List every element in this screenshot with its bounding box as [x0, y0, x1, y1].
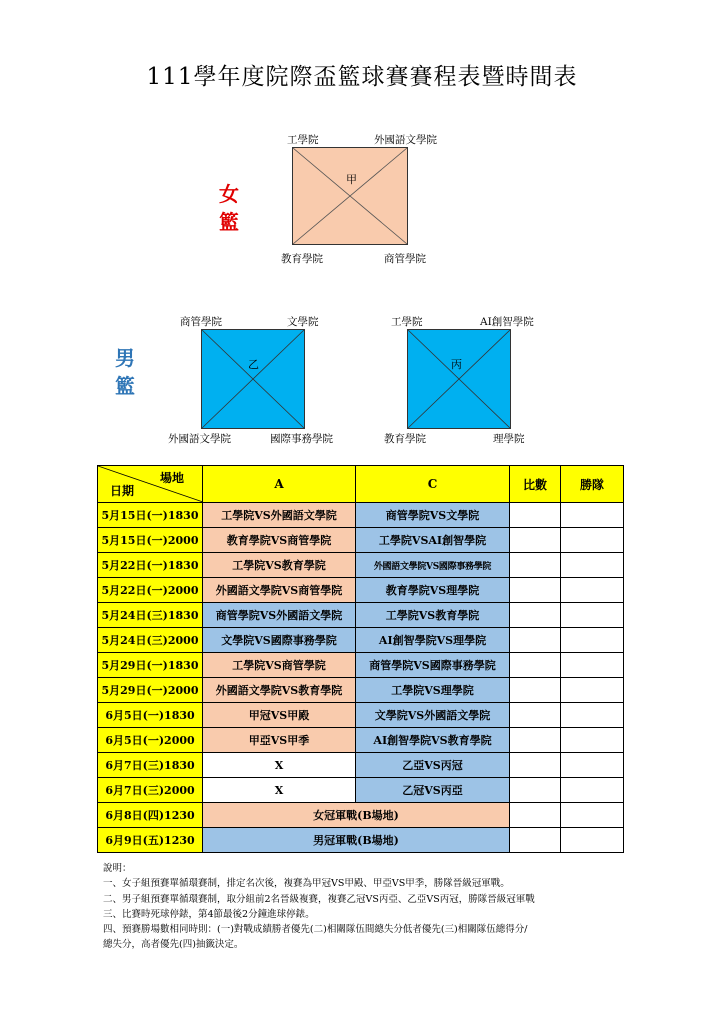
notes-line-4: 四、預賽勝場數相同時則：(一)對戰成績勝者優先(二)相關隊伍間總失分低者優先(三)相關隊伍總得分/ — [103, 924, 528, 936]
row-score[interactable] — [510, 728, 561, 753]
table-row — [98, 703, 624, 728]
final-row-men — [98, 828, 624, 853]
page-title: 111學年度院際盃籃球賽賽程表暨時間表 — [146, 64, 578, 90]
row-score[interactable] — [510, 603, 561, 628]
row-date: 5月24日(三)2000 — [98, 628, 203, 653]
group-c-bottom-left: 教育學院 — [384, 433, 426, 445]
row-score[interactable] — [510, 828, 561, 853]
men-label-char-2: 籃 — [115, 374, 135, 398]
row-winner[interactable] — [561, 778, 624, 803]
row-winner[interactable] — [561, 803, 624, 828]
row-court-c: 工學院VS理學院 — [356, 678, 510, 703]
table-row — [98, 503, 624, 528]
row-date: 5月29日(一)2000 — [98, 678, 203, 703]
row-court-c: 商管學院VS文學院 — [356, 503, 510, 528]
notes-line-3: 三、比賽時死球停錶，第4節最後2分鐘進球停錶。 — [103, 908, 315, 920]
header-col-a: A — [203, 466, 356, 503]
row-court-a: 商管學院VS外國語文學院 — [203, 603, 356, 628]
group-a-diagonals — [293, 148, 407, 244]
row-court-c: AI創智學院VS理學院 — [356, 628, 510, 653]
row-score[interactable] — [510, 678, 561, 703]
final-label: 女冠軍戰(B場地) — [203, 803, 510, 828]
row-court-c: 外國語文學院VS國際事務學院 — [356, 553, 510, 578]
group-b-bottom-left: 外國語文學院 — [168, 433, 231, 445]
table-header-row — [98, 466, 624, 503]
row-score[interactable] — [510, 528, 561, 553]
group-c-bottom-right: 理學院 — [493, 433, 525, 445]
row-score[interactable] — [510, 553, 561, 578]
group-b-name: 乙 — [248, 358, 259, 371]
women-label — [217, 180, 241, 236]
row-date: 5月24日(三)1830 — [98, 603, 203, 628]
table-row — [98, 728, 624, 753]
group-a-top-right: 外國語文學院 — [374, 134, 437, 146]
row-winner[interactable] — [561, 653, 624, 678]
group-a-box — [292, 147, 408, 245]
header-col-c: C — [356, 466, 510, 503]
table-row — [98, 578, 624, 603]
notes — [103, 861, 535, 953]
row-score[interactable] — [510, 778, 561, 803]
group-c-diagonals — [408, 330, 510, 428]
row-date: 5月15日(一)1830 — [98, 503, 203, 528]
row-score[interactable] — [510, 803, 561, 828]
group-b-diagonals — [202, 330, 304, 428]
row-date: 5月15日(一)2000 — [98, 528, 203, 553]
row-court-a: 教育學院VS商管學院 — [203, 528, 356, 553]
row-score[interactable] — [510, 703, 561, 728]
row-date: 6月9日(五)1230 — [98, 828, 203, 853]
row-score[interactable] — [510, 578, 561, 603]
row-court-c: 工學院VSAI創智學院 — [356, 528, 510, 553]
group-a-bottom-right: 商管學院 — [384, 253, 426, 265]
row-court-c: 教育學院VS理學院 — [356, 578, 510, 603]
row-date: 5月29日(一)1830 — [98, 653, 203, 678]
row-court-a: 甲冠VS甲殿 — [203, 703, 356, 728]
group-a-top-left: 工學院 — [287, 134, 319, 146]
row-court-a: 外國語文學院VS教育學院 — [203, 678, 356, 703]
row-court-a: 甲亞VS甲季 — [203, 728, 356, 753]
row-court-a: 工學院VS商管學院 — [203, 653, 356, 678]
group-c-box — [407, 329, 511, 429]
women-label-char-2: 籃 — [219, 210, 239, 234]
row-winner[interactable] — [561, 828, 624, 853]
table-row — [98, 653, 624, 678]
row-winner[interactable] — [561, 728, 624, 753]
row-court-c: AI創智學院VS教育學院 — [356, 728, 510, 753]
table-row — [98, 603, 624, 628]
row-winner[interactable] — [561, 578, 624, 603]
row-court-a: 外國語文學院VS商管學院 — [203, 578, 356, 603]
row-date: 6月5日(一)1830 — [98, 703, 203, 728]
row-score[interactable] — [510, 753, 561, 778]
row-date: 5月22日(一)1830 — [98, 553, 203, 578]
row-winner[interactable] — [561, 553, 624, 578]
group-a-name: 甲 — [346, 173, 357, 186]
group-b-top-left: 商管學院 — [180, 316, 222, 328]
final-row-women — [98, 803, 624, 828]
table-row — [98, 678, 624, 703]
row-score[interactable] — [510, 653, 561, 678]
row-court-c: 商管學院VS國際事務學院 — [356, 653, 510, 678]
group-c-top-left: 工學院 — [391, 316, 423, 328]
row-winner[interactable] — [561, 503, 624, 528]
row-date: 6月8日(四)1230 — [98, 803, 203, 828]
row-winner[interactable] — [561, 528, 624, 553]
table-row — [98, 778, 624, 803]
group-b-box — [201, 329, 305, 429]
final-label: 男冠軍戰(B場地) — [203, 828, 510, 853]
row-court-c: 乙亞VS丙冠 — [356, 753, 510, 778]
row-court-a: X — [203, 753, 356, 778]
group-c-top-right: AI創智學院 — [480, 316, 534, 328]
men-label — [113, 344, 137, 400]
row-score[interactable] — [510, 628, 561, 653]
notes-line-1: 一、女子組預賽單循環賽制，排定名次後，複賽為甲冠VS甲殿、甲亞VS甲季，勝隊晉級冠軍戰。 — [103, 878, 510, 890]
notes-line-2: 二、男子組預賽單循環賽制，取分組前2名晉級複賽，複賽乙冠VS丙亞、乙亞VS丙冠，勝隊晉級冠軍戰 — [103, 893, 535, 905]
row-date: 6月7日(三)2000 — [98, 778, 203, 803]
table-row — [98, 528, 624, 553]
header-venue: 場地 — [159, 471, 184, 485]
row-winner[interactable] — [561, 703, 624, 728]
schedule-table — [97, 465, 624, 853]
row-court-a: 工學院VS教育學院 — [203, 553, 356, 578]
row-winner[interactable] — [561, 753, 624, 778]
header-winner: 勝隊 — [561, 466, 624, 503]
header-score: 比數 — [510, 466, 561, 503]
row-court-a: 文學院VS國際事務學院 — [203, 628, 356, 653]
row-court-a: X — [203, 778, 356, 803]
row-court-c: 工學院VS教育學院 — [356, 603, 510, 628]
notes-heading: 說明： — [103, 863, 132, 874]
header-venue-date — [98, 466, 203, 503]
table-row — [98, 753, 624, 778]
women-label-char-1: 女 — [219, 182, 239, 206]
row-court-a: 工學院VS外國語文學院 — [203, 503, 356, 528]
table-row — [98, 628, 624, 653]
table-row — [98, 553, 624, 578]
group-b-bottom-right: 國際事務學院 — [270, 433, 333, 445]
notes-line-5: 總失分，高者優先(四)抽籤決定。 — [103, 939, 244, 951]
row-date: 6月5日(一)2000 — [98, 728, 203, 753]
row-score[interactable] — [510, 503, 561, 528]
group-c-name: 丙 — [451, 358, 462, 371]
row-date: 5月22日(一)2000 — [98, 578, 203, 603]
row-court-c: 文學院VS外國語文學院 — [356, 703, 510, 728]
row-court-c: 乙冠VS丙亞 — [356, 778, 510, 803]
group-a-bottom-left: 教育學院 — [281, 253, 323, 265]
men-label-char-1: 男 — [115, 346, 135, 370]
row-date: 6月7日(三)1830 — [98, 753, 203, 778]
row-winner[interactable] — [561, 603, 624, 628]
row-winner[interactable] — [561, 628, 624, 653]
group-b-top-right: 文學院 — [287, 316, 319, 328]
header-date: 日期 — [110, 484, 135, 498]
row-winner[interactable] — [561, 678, 624, 703]
